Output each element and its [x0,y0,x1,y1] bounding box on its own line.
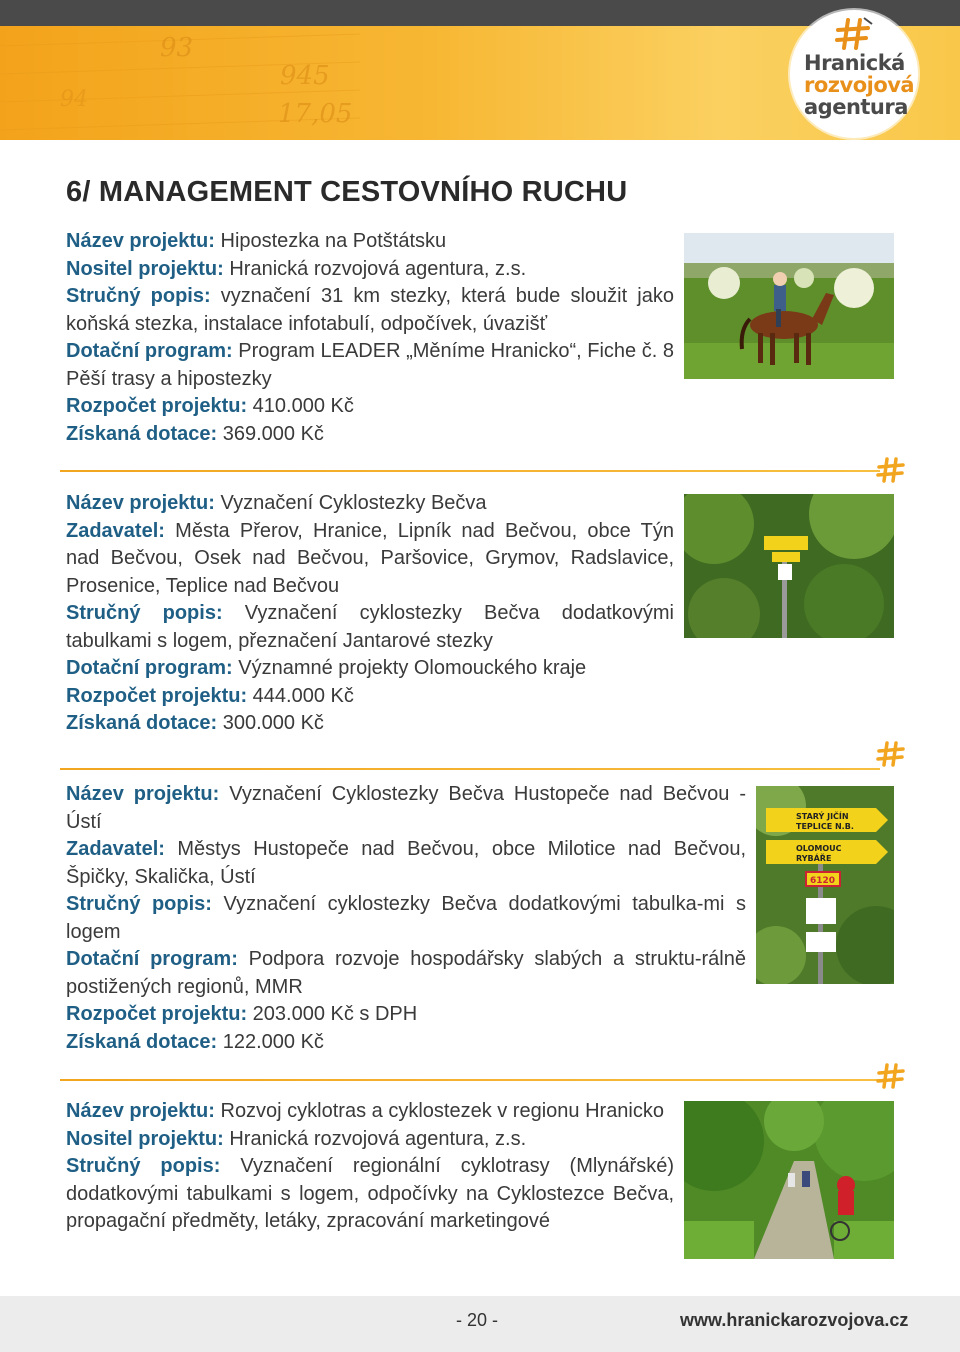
field-label: Dotační program: [66,340,233,362]
field-value: Vyznačení regionální cyklotrasy (Mlynářské) dodatkovými tabulkami s logem, odpočívky na Cyklostezce Bečva, propagační předměty, letáky, zpracování marketingové [66,1155,675,1232]
hash-divider-icon [876,1062,906,1090]
field-value: vyznačení 31 km stezky, která bude sloužit jako koňská stezka, instalace infotabulí, odpočívek, úvazišť [66,285,674,335]
field-value: Vyznačení cyklostezky Bečva dodatkovými tabulkami s logem, přeznačení Jantarové stezky [66,602,675,652]
logo-line-1: Hranická [804,51,905,75]
project-4 [66,1098,674,1236]
section-divider [60,768,880,770]
field-label: Zadavatel: [66,838,165,860]
field-value: Vyznačení Cyklostezky Bečva Hustopeče nad Bečvou - Ústí [66,783,746,833]
section-divider [60,1079,880,1081]
logo-text [804,52,914,118]
field-value: Podpora rozvoje hospodářsky slabých a struktu-rálně postižených regionů, MMR [66,948,746,998]
project-2-row-3 [66,600,674,655]
project-2-row-1 [66,490,674,518]
field-value: 122.000 Kč [217,1030,324,1053]
field-label: Název projektu: [66,783,220,805]
field-label: Nositel projektu: [66,257,224,280]
field-value: Hipostezka na Potštátsku [214,230,447,252]
field-label: Dotační program: [66,948,238,970]
field-value: Vyznačení Cyklostezky Bečva [214,492,487,514]
project-4-row-2 [66,1126,674,1154]
project-3-row-3 [66,891,746,946]
project-3-row-4 [66,946,746,1001]
project-3-row-6 [66,1029,746,1057]
project-4-row-1 [66,1098,674,1126]
section-divider [60,470,880,472]
banner-number-4: 94 [60,87,88,112]
project-4-row-3 [66,1153,674,1236]
project-2 [66,490,674,738]
page-title: 6/ MANAGEMENT CESTOVNÍHO RUCHU [66,176,628,208]
project-3 [66,781,746,1056]
project-1-row-6 [66,421,674,449]
project-1-row-2 [66,256,674,284]
field-label: Název projektu: [66,1100,215,1122]
hash-divider-icon [876,740,906,768]
field-label: Zadavatel: [66,519,165,542]
project-3-row-1 [66,781,746,836]
logo-line-2: rozvojová [804,73,915,97]
sign-text-1: STARÝ JIČÍN [796,812,849,821]
hash-logo-icon [834,16,874,52]
field-value: 444.000 Kč [247,684,354,707]
horse-rider-photo [684,233,894,379]
field-label: Stručný popis: [66,1155,221,1177]
project-2-row-5 [66,683,674,711]
sign-text-2: TEPLICE N.B. [796,822,854,831]
field-label: Dotační program: [66,657,233,679]
cyclists-photo [684,1101,894,1259]
field-label: Stručný popis: [66,893,212,915]
field-label: Nositel projektu: [66,1127,224,1150]
sign-text-3: OLOMOUC [796,844,842,853]
agency-logo [790,10,920,142]
sign-text-5: 6120 [810,876,836,886]
field-value: 410.000 Kč [247,395,354,417]
cycle-signs-photo [756,786,894,984]
hash-divider-icon [876,456,906,484]
field-label: Rozpočet projektu: [66,1003,248,1025]
sign-text-4: RYBÁŘE [796,854,832,863]
field-label: Stručný popis: [66,602,223,624]
field-value: 369.000 Kč [217,422,324,445]
page-number: - 20 - [456,1310,499,1330]
project-2-row-2 [66,518,674,601]
website-link[interactable]: www.hranickarozvojova.cz [680,1310,909,1330]
project-1-row-3 [66,283,674,338]
field-label: Získaná dotace: [66,422,218,445]
field-label: Rozpočet projektu: [66,684,248,707]
banner-number-2: 945 [280,61,330,91]
field-value: Rozvoj cyklotras a cyklostezek v regionu Hranicko [214,1100,664,1122]
field-label: Rozpočet projektu: [66,395,248,417]
field-value: Program LEADER „Měníme Hranicko“, Fiche č. 8 Pěší trasy a hipostezky [66,340,674,390]
banner-number-3: 17,05 [278,99,353,129]
project-1-row-5 [66,393,674,421]
field-label: Stručný popis: [66,285,211,307]
field-label: Získaná dotace: [66,712,218,734]
logo-line-3: agentura [804,95,908,119]
project-2-row-4 [66,655,674,683]
field-label: Získaná dotace: [66,1030,218,1053]
field-value: Hranická rozvojová agentura, z.s. [223,257,527,280]
field-value: 300.000 Kč [217,712,324,734]
field-value: Města Přerov, Hranice, Lipník nad Bečvou, obce Týn nad Bečvou, Osek nad Bečvou, Paršovice, Grymov, Radslavice, Prosenice, Teplice nad Bečvou [66,519,674,597]
field-value: Hranická rozvojová agentura, z.s. [223,1127,527,1150]
project-1 [66,228,674,448]
project-1-row-1 [66,228,674,256]
field-label: Název projektu: [66,230,215,252]
field-value: Městys Hustopeče nad Bečvou, obce Milotice nad Bečvou, Špičky, Skalička, Ústí [66,838,746,888]
project-2-row-6 [66,710,674,738]
banner-number-1: 93 [160,33,194,63]
field-value: 203.000 Kč s DPH [247,1003,418,1025]
signpost-photo [684,494,894,638]
project-3-row-5 [66,1001,746,1029]
field-value: Významné projekty Olomouckého kraje [232,657,587,679]
field-value: Vyznačení cyklostezky Bečva dodatkovými tabulka-mi s logem [66,893,746,943]
project-3-row-2 [66,836,746,891]
project-1-row-4 [66,338,674,393]
field-label: Název projektu: [66,492,215,514]
